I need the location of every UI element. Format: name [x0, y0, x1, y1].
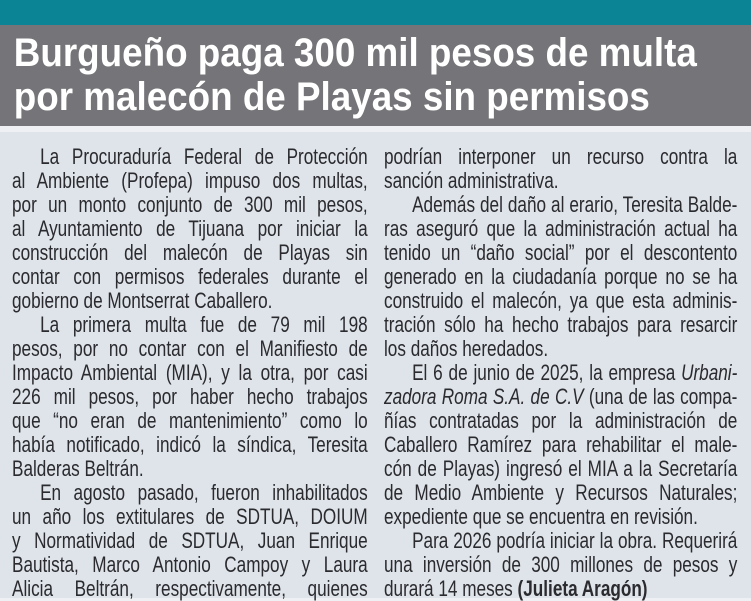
article-column-right: [384, 145, 737, 601]
text-line: Bautista, Marco Antonio Campoy y Laura: [12, 552, 368, 577]
text-line: pesos, por no contar con el Manifiesto de: [12, 336, 368, 361]
article-column-left: [12, 145, 368, 601]
text-line: La primera multa fue de 79 mil 198: [40, 312, 368, 337]
text-line: los daños heredados.: [384, 336, 549, 361]
text-line: Alicia Beltrán, respectivamente, quienes: [12, 576, 368, 601]
text-line: contar con permisos federales durante el: [12, 264, 368, 289]
text-line: zadora Roma S.A. de C.V (una de las compa-: [384, 384, 738, 409]
text-line: un año los extitulares de SDTUA, DOIUM: [12, 504, 368, 529]
text-line: gobierno de Montserrat Caballero.: [12, 288, 273, 313]
text-line: al Ayuntamiento de Tijuana por iniciar la: [12, 216, 368, 241]
text-line: tenido un “daño social” por el descontento: [384, 240, 738, 265]
text-line: había notificado, indicó la síndica, Teresita: [12, 432, 368, 457]
text-line: durará 14 meses (Julieta Aragón): [384, 576, 648, 601]
text-line: una inversión de 300 millones de pesos y: [384, 552, 738, 577]
text-line: generado en la ciudadanía porque no se ha: [384, 264, 738, 289]
text-line: tración sólo ha hecho trabajos para resarcir: [384, 312, 738, 337]
text-line: Caballero Ramírez para rehabilitar el male-: [384, 432, 738, 457]
text-line: 226 mil pesos, por haber hecho trabajos: [12, 384, 368, 409]
headline-line-2: por malecón de Playas sin permisos: [13, 75, 650, 119]
text-line: ras aseguró que la administración actual ha: [384, 216, 738, 241]
paragraph: [384, 361, 737, 529]
page-title: [0, 25, 750, 119]
text-line: En agosto pasado, fueron inhabilitados: [40, 480, 368, 505]
text-line: sanción administrativa.: [384, 168, 559, 193]
text-line: al Ambiente (Profepa) impuso dos multas,: [12, 168, 368, 193]
text-line: y Normatividad de SDTUA, Juan Enrique: [12, 528, 368, 553]
text-line: La Procuraduría Federal de Protección: [40, 144, 368, 169]
text-line: construido el malecón, ya que esta adminis-: [384, 288, 738, 313]
paragraph: [12, 145, 368, 313]
text-line: El 6 de junio de 2025, la empresa Urbani-: [412, 360, 738, 385]
text-line: cón de Playas) ingresó el MIA a la Secretaría: [384, 456, 738, 481]
text-line: Para 2026 podría iniciar la obra. Requerirá: [412, 528, 738, 553]
byline: (Julieta Aragón): [517, 576, 648, 601]
text-line: Impacto Ambiental (MIA), y la otra, por casi: [12, 360, 368, 385]
text-line: construcción del malecón de Playas sin: [12, 240, 368, 265]
paragraph: [384, 529, 737, 601]
headline-line-1: Burgueño paga 300 mil pesos de multa: [13, 31, 697, 75]
text-line: que “no eran de mantenimiento” como lo: [12, 408, 368, 433]
text-line: podrían interponer un recurso contra la: [384, 144, 738, 169]
text-line: Además del daño al erario, Teresita Balde-: [412, 192, 738, 217]
text-line: expediente que se encuentra en revisión.: [384, 504, 698, 529]
top-accent-bar: [0, 0, 751, 25]
text-line: por un monto conjunto de 300 mil pesos,: [12, 192, 368, 217]
paragraph: [384, 145, 737, 193]
paragraph: [384, 193, 737, 361]
text-line: de Medio Ambiente y Recursos Naturales;: [384, 480, 738, 505]
text-line: ñías contratadas por la administración de: [384, 408, 738, 433]
paragraph: [12, 313, 368, 481]
paragraph: [12, 481, 368, 601]
text-line: Balderas Beltrán.: [12, 456, 144, 481]
headline-banner: [0, 25, 751, 126]
